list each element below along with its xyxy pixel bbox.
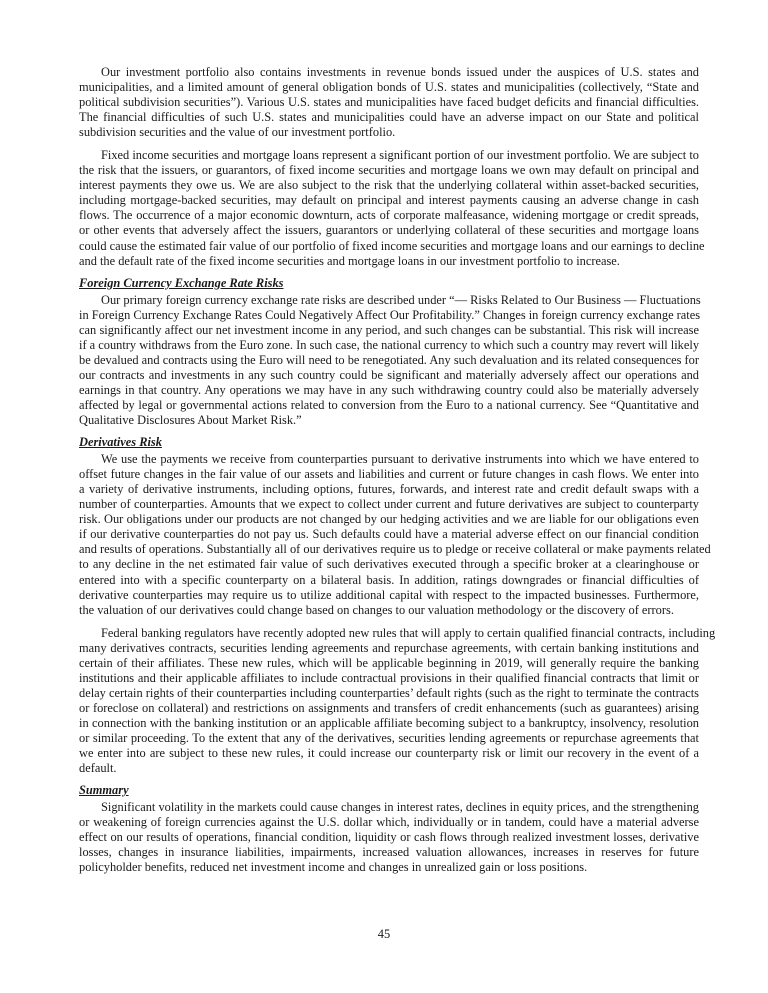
text-line: The financial difficulties of such U.S. states and municipalities could have an adverse impact on our State and political — [79, 110, 699, 125]
text-line: effect on our results of operations, financial condition, liquidity or cash flows through realized investment losses, derivative — [79, 830, 699, 845]
text-line: institutions and their applicable affiliates to include contractual provisions in their qualified financial contracts that limit or — [79, 670, 699, 685]
text-line: risk. Our obligations under our products are not changed by our hedging activities and we are liable for our obligations even — [79, 512, 699, 527]
text-line: delay certain rights of their counterparties including counterparties’ default rights (such as the right to terminate the contracts — [79, 685, 699, 700]
text-line: interest payments they owe us. We are also subject to the risk that the underlying collateral within asset-backed securities, — [79, 178, 699, 193]
text-line: if a country withdraws from the Euro zone. In such case, the national currency to which such a country may revert will likely — [79, 337, 700, 352]
text-line: default. — [79, 761, 117, 776]
text-line: can significantly affect our net investment income in any period, and such changes can be substantial. This risk will increase — [79, 322, 699, 337]
text-line: Our primary foreign currency exchange rate risks are described under “— Risks Related to Our Business — Fluctuations — [101, 292, 701, 307]
text-line: many derivatives contracts, securities lending agreements and repurchase agreements, with certain banking institutions and — [79, 640, 699, 655]
text-line: or other events that adversely affect the issuers, guarantors or underlying collateral of these securities and mortgage loans — [79, 223, 699, 238]
document-body — [79, 65, 716, 883]
paragraph — [79, 65, 699, 140]
text-line: number of counterparties. Amounts that we expect to collect under current and future derivatives are subject to counterparty — [79, 497, 699, 512]
text-line: derivative counterparties may require us to utilize additional capital with respect to the impacted businesses. Furthermore, — [79, 587, 699, 602]
text-line: certain of their affiliates. These new rules, which will be applicable beginning in 2019, will generally require the banking — [79, 655, 699, 670]
text-line: could cause the estimated fair value of our portfolio of fixed income securities and mortgage loans and our earnings to decline — [79, 238, 705, 253]
text-line: in connection with the banking institution or an applicable affiliate becoming subject to a bankruptcy, insolvency, resolution — [79, 715, 699, 730]
text-line: in Foreign Currency Exchange Rates Could Negatively Affect Our Profitability.” Changes in foreign currency exchange rates — [79, 307, 701, 322]
text-line: we enter into are subject to these new rules, it could increase our counterparty risk or limit our recovery in the event of a — [79, 746, 699, 761]
paragraph — [79, 800, 699, 875]
text-line: We use the payments we receive from counterparties pursuant to derivative instruments into which we have entered to — [101, 452, 699, 467]
section-heading: Summary — [79, 783, 129, 798]
text-line: the risk that the issuers, or guarantors, of fixed income securities and mortgage loans we own may default on principal and — [79, 163, 699, 178]
text-line: municipalities, and a limited amount of general obligation bonds of U.S. states and municipalities (collectively, “State and — [79, 80, 699, 95]
text-line: if our derivative counterparties do not pay us. Such defaults could have a material adverse effect on our financial condition — [79, 527, 699, 542]
text-line: Qualitative Disclosures About Market Risk.” — [79, 413, 302, 428]
text-line: Federal banking regulators have recently adopted new rules that will apply to certain qualified financial contracts, including — [101, 625, 716, 640]
paragraph — [79, 452, 711, 618]
text-line: be devalued and contracts using the Euro will need to be renegotiated. Any such devaluation and its related consequences for — [79, 352, 699, 367]
text-line: Fixed income securities and mortgage loans represent a significant portion of our investment portfolio. We are subject to — [101, 148, 699, 163]
text-line: affected by legal or governmental actions related to conversion from the Euro to a national currency. See “Quantitative and — [79, 397, 699, 412]
paragraph — [79, 625, 716, 776]
text-line: a variety of derivative instruments, including options, futures, forwards, and interest rate and credit default swaps with a — [79, 482, 699, 497]
paragraph — [79, 293, 699, 428]
text-line: losses, changes in insurance liabilities, impairments, increased valuation allowances, increases in reserves for future — [79, 845, 699, 860]
text-line: entered into with a specific counterparty on a bilateral basis. In addition, ratings downgrades or financial difficulties of — [79, 572, 699, 587]
text-line: our contracts and investments in any such country could be significant and materially adversely affect our operations and — [79, 367, 699, 382]
text-line: subdivision securities and the value of our investment portfolio. — [79, 125, 396, 140]
text-line: Our investment portfolio also contains investments in revenue bonds issued under the auspices of U.S. states and — [101, 65, 699, 79]
page-number: 45 — [377, 927, 391, 941]
text-line: and results of operations. Substantially all of our derivatives require us to pledge or receive collateral or make payments related — [79, 542, 711, 557]
text-line: to any decline in the net estimated fair value of such derivatives executed through a specific broker at a clearinghouse or — [79, 557, 699, 572]
text-line: or foreclose on collateral) and restrictions on assignments and transfers of credit enhancements (such as guarantees) arising — [79, 700, 699, 715]
text-line: or weakening of foreign currencies against the U.S. dollar which, individually or in tandem, could have a material adverse — [79, 815, 699, 830]
text-line: political subdivision securities”). Various U.S. states and municipalities have faced budget deficits and financial difficulties. — [79, 95, 699, 110]
section-heading: Foreign Currency Exchange Rate Risks — [79, 275, 284, 290]
text-line: including mortgage-backed securities, may default on principal and interest payments causing an adverse change in cash — [79, 193, 699, 208]
text-line: policyholder benefits, reduced net investment income and changes in unrealized gain or loss positions. — [79, 860, 588, 875]
paragraph — [79, 148, 705, 268]
section-heading: Derivatives Risk — [79, 435, 162, 450]
text-line: Significant volatility in the markets could cause changes in interest rates, declines in equity prices, and the strengthening — [101, 800, 699, 815]
text-line: flows. The occurrence of a major economic downturn, acts of corporate malfeasance, widening mortgage or credit spreads, — [79, 208, 699, 223]
text-line: or similar proceeding. To the extent that any of the derivatives, securities lending agreements or repurchase agreements that — [79, 730, 699, 745]
text-line: and the default rate of the fixed income securities and mortgage loans in our investment portfolio to increase. — [79, 253, 620, 268]
text-line: offset future changes in the fair value of our assets and liabilities and current or future changes in cash flows. We enter into — [79, 467, 699, 482]
text-line: earnings in that country. Any operations we may have in any such withdrawing country could also be materially adversely — [79, 382, 699, 397]
text-line: the valuation of our derivatives could change based on changes to our valuation methodology or the discovery of errors. — [79, 602, 674, 617]
